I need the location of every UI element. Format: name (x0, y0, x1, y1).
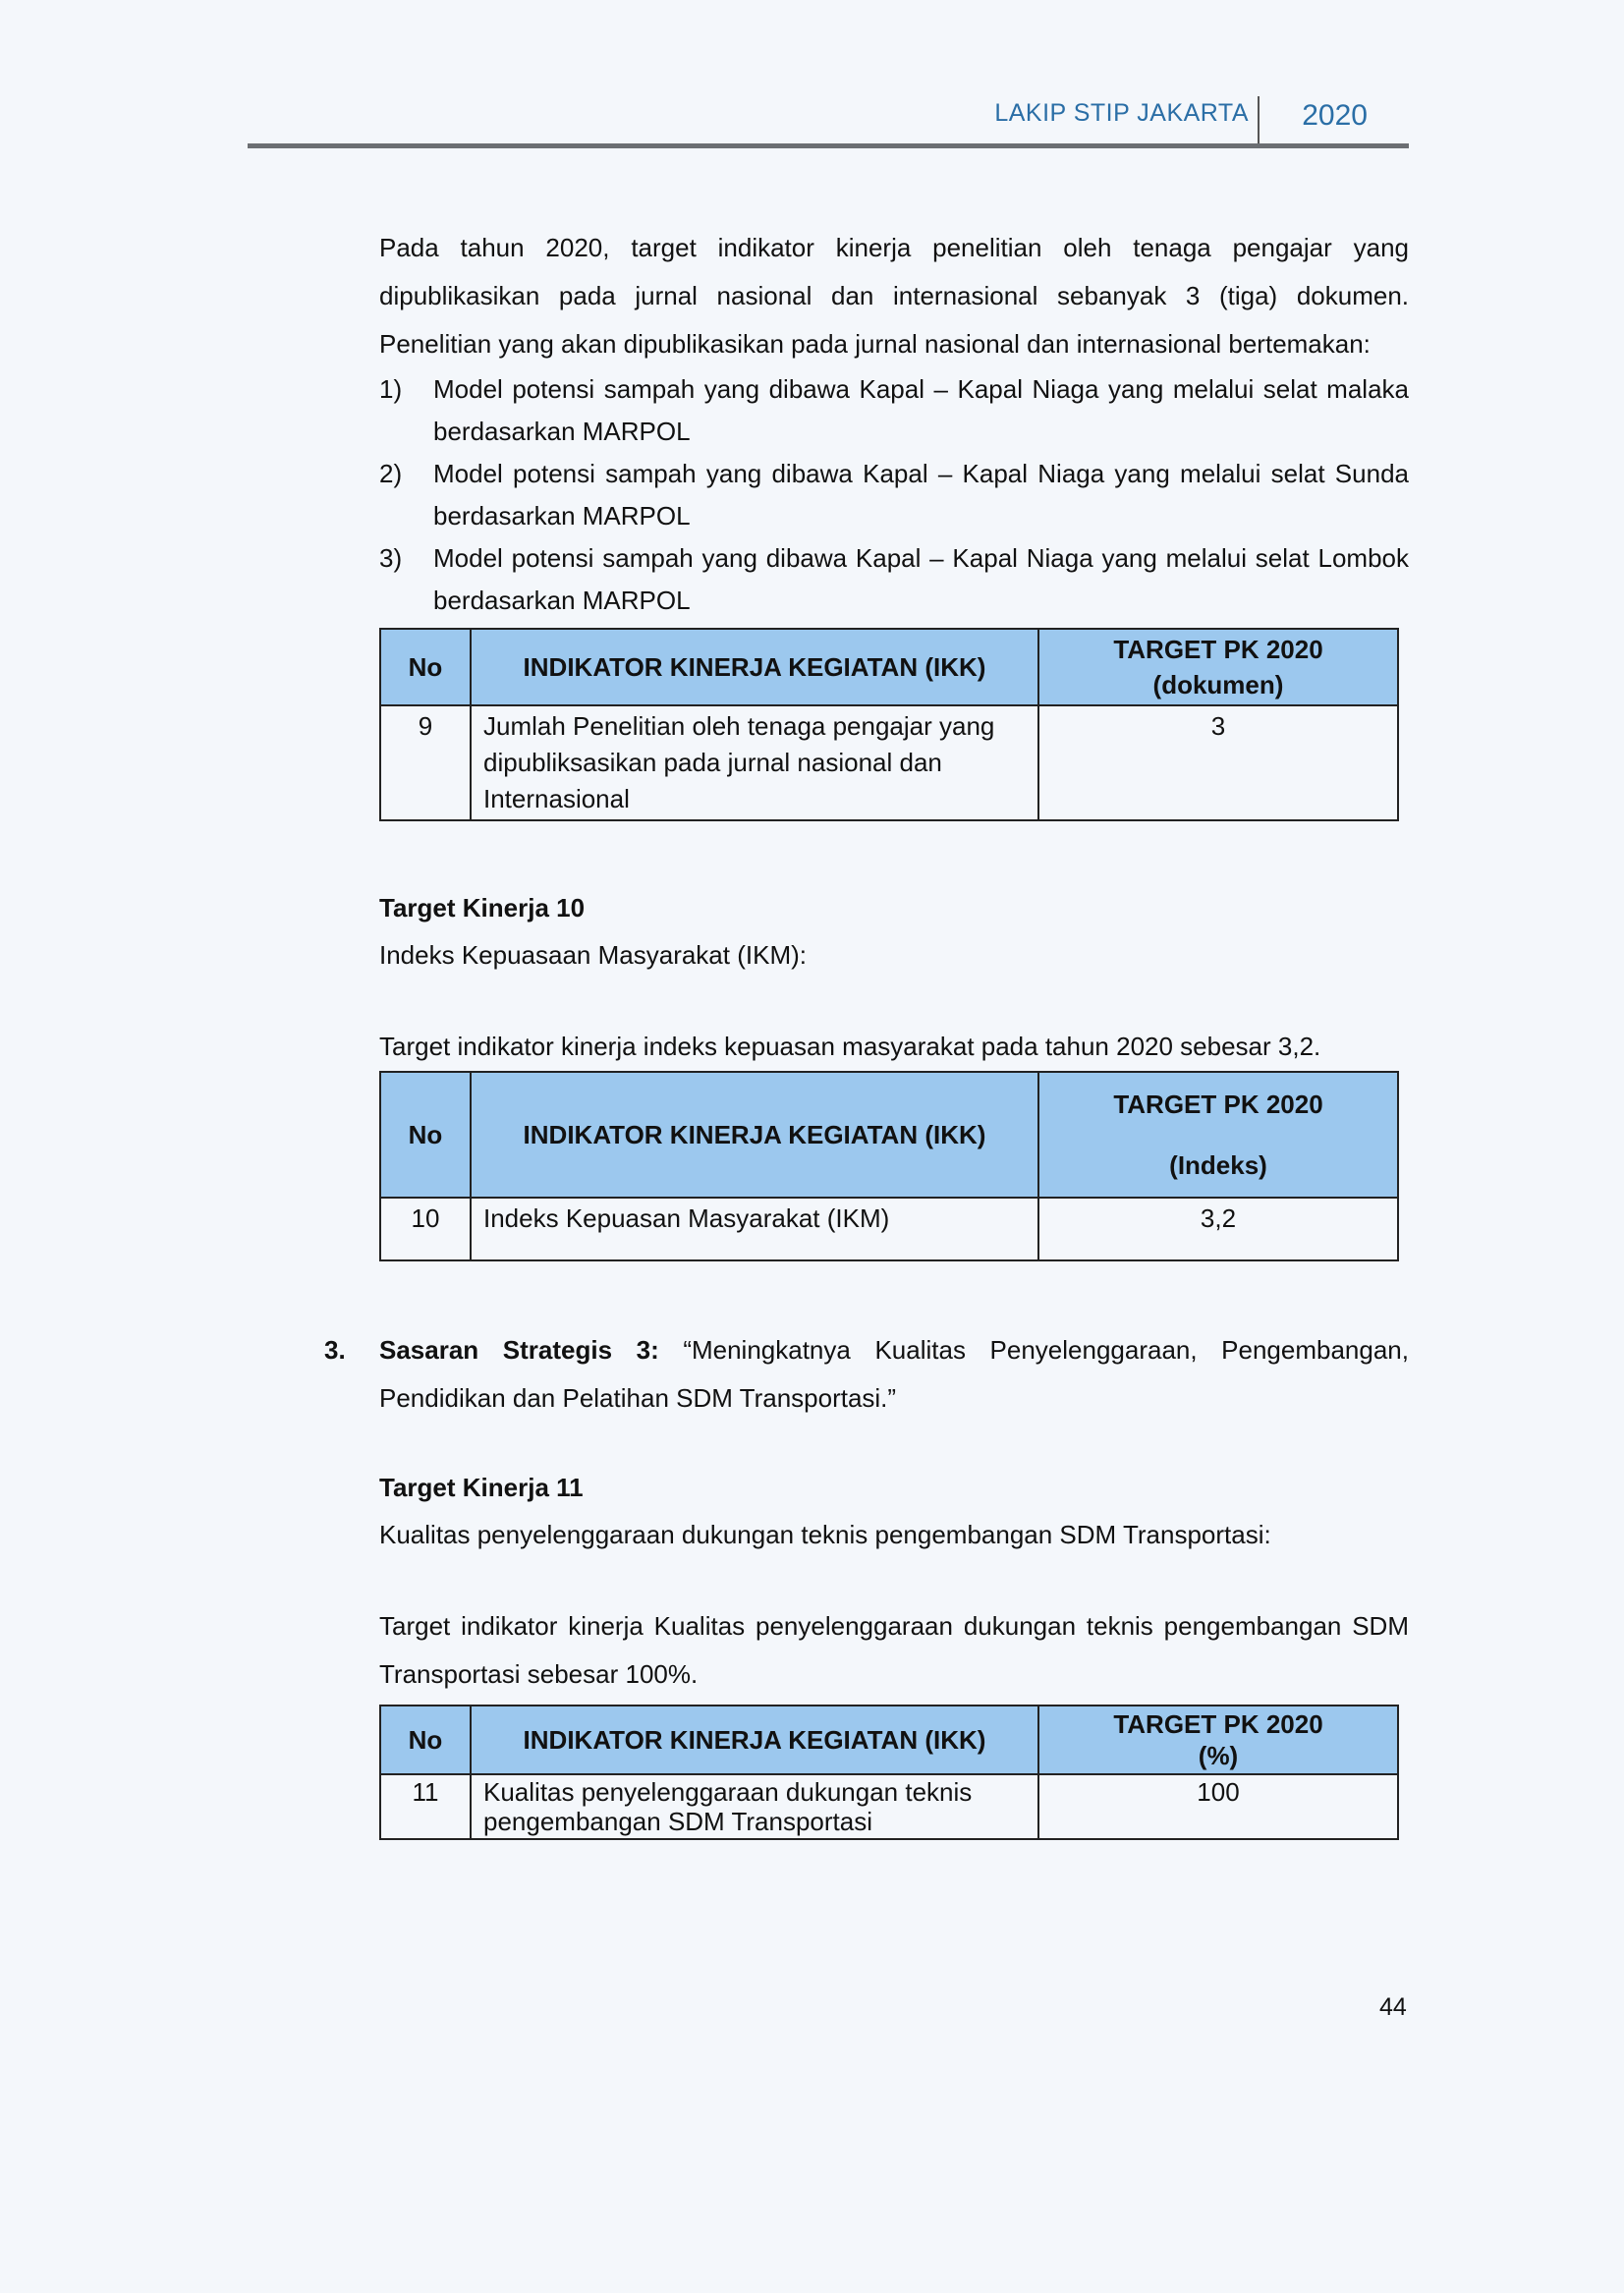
table-header-row (380, 629, 1398, 705)
target-kinerja-11-subtitle: Kualitas penyelenggaraan dukungan teknis pengembangan SDM Transportasi: (379, 1520, 1271, 1549)
header-target-line2: (%) (1198, 1741, 1239, 1770)
cell-target: 3,2 (1038, 1198, 1398, 1260)
table-row (380, 1774, 1398, 1839)
page-content (324, 224, 1409, 1840)
table-header-row (380, 1072, 1398, 1198)
list-text: Model potensi sampah yang dibawa Kapal – Kapal Niaga yang melalui selat Lombok berdasarkan MARPOL (433, 543, 1409, 615)
header-target-line2: (Indeks) (1169, 1150, 1267, 1180)
table-ikk-11 (379, 1705, 1399, 1840)
cell-no: 10 (380, 1198, 471, 1260)
page-header (248, 96, 1409, 145)
cell-indicator: Indeks Kepuasan Masyarakat (IKM) (471, 1198, 1038, 1260)
header-no: No (380, 1072, 471, 1198)
header-target-line1: TARGET PK 2020 (1113, 1709, 1323, 1739)
list-text: Model potensi sampah yang dibawa Kapal – Kapal Niaga yang melalui selat malaka berdasarkan MARPOL (433, 374, 1409, 446)
intro-paragraph: Pada tahun 2020, target indikator kinerja penelitian oleh tenaga pengajar yang dipublikasikan pada jurnal nasional dan internasional sebanyak 3 (tiga) dokumen. Penelitian yang akan dipublikasikan pada jurnal nasional dan internasional bertemakan: (379, 233, 1409, 359)
table-ikk-10 (379, 1071, 1399, 1261)
header-indicator: INDIKATOR KINERJA KEGIATAN (IKK) (471, 629, 1038, 705)
table-header-row (380, 1706, 1398, 1774)
header-target-line1: TARGET PK 2020 (1113, 635, 1323, 664)
table-row (380, 705, 1398, 820)
research-list (379, 368, 1409, 622)
cell-target: 3 (1038, 705, 1398, 820)
section-3-body: “Meningkatnya Kualitas Penyelenggaraan, Pengembangan, Pendidikan dan Pelatihan SDM Transportasi.” (379, 1335, 1409, 1413)
header-target-line1: TARGET PK 2020 (1113, 1090, 1323, 1119)
header-indicator: INDIKATOR KINERJA KEGIATAN (IKK) (471, 1706, 1038, 1774)
list-item (379, 537, 1409, 622)
cell-indicator: Kualitas penyelenggaraan dukungan teknis pengembangan SDM Transportasi (471, 1774, 1038, 1839)
page-number: 44 (1379, 1993, 1407, 2021)
target-kinerja-10-heading: Target Kinerja 10 (379, 893, 586, 923)
header-target (1038, 629, 1398, 705)
cell-no: 11 (380, 1774, 471, 1839)
list-item (379, 368, 1409, 453)
target-kinerja-10-desc: Target indikator kinerja indeks kepuasan masyarakat pada tahun 2020 sebesar 3,2. (379, 1032, 1321, 1061)
target-kinerja-11-heading: Target Kinerja 11 (379, 1473, 584, 1502)
table-ikk-9 (379, 628, 1399, 821)
header-divider (1258, 96, 1260, 145)
list-number: 2) (379, 459, 403, 488)
list-number: 3) (379, 543, 403, 573)
table-row (380, 1198, 1398, 1260)
header-target (1038, 1072, 1398, 1198)
header-title: LAKIP STIP JAKARTA (994, 99, 1249, 127)
header-no: No (380, 629, 471, 705)
list-text: Model potensi sampah yang dibawa Kapal – Kapal Niaga yang melalui selat Sunda berdasarkan MARPOL (433, 459, 1409, 531)
header-target-line2: (dokumen) (1152, 670, 1284, 699)
cell-target: 100 (1038, 1774, 1398, 1839)
cell-indicator: Jumlah Penelitian oleh tenaga pengajar yang dipubliksasikan pada jurnal nasional dan Internasional (471, 705, 1038, 820)
section-3-label: Sasaran Strategis 3: (379, 1335, 659, 1365)
cell-no: 9 (380, 705, 471, 820)
target-kinerja-11-desc: Target indikator kinerja Kualitas penyelenggaraan dukungan teknis pengembangan SDM Transportasi sebesar 100%. (379, 1611, 1409, 1689)
list-number: 1) (379, 374, 403, 404)
target-kinerja-10-subtitle: Indeks Kepuasaan Masyarakat (IKM): (379, 940, 807, 970)
header-year: 2020 (1302, 99, 1368, 132)
header-indicator: INDIKATOR KINERJA KEGIATAN (IKK) (471, 1072, 1038, 1198)
sasaran-strategis-3 (324, 1326, 1409, 1423)
list-item (379, 453, 1409, 537)
section-3-text (379, 1326, 1409, 1423)
section-number: 3. (324, 1335, 346, 1365)
header-target (1038, 1706, 1398, 1774)
header-no: No (380, 1706, 471, 1774)
header-rule (248, 143, 1409, 148)
